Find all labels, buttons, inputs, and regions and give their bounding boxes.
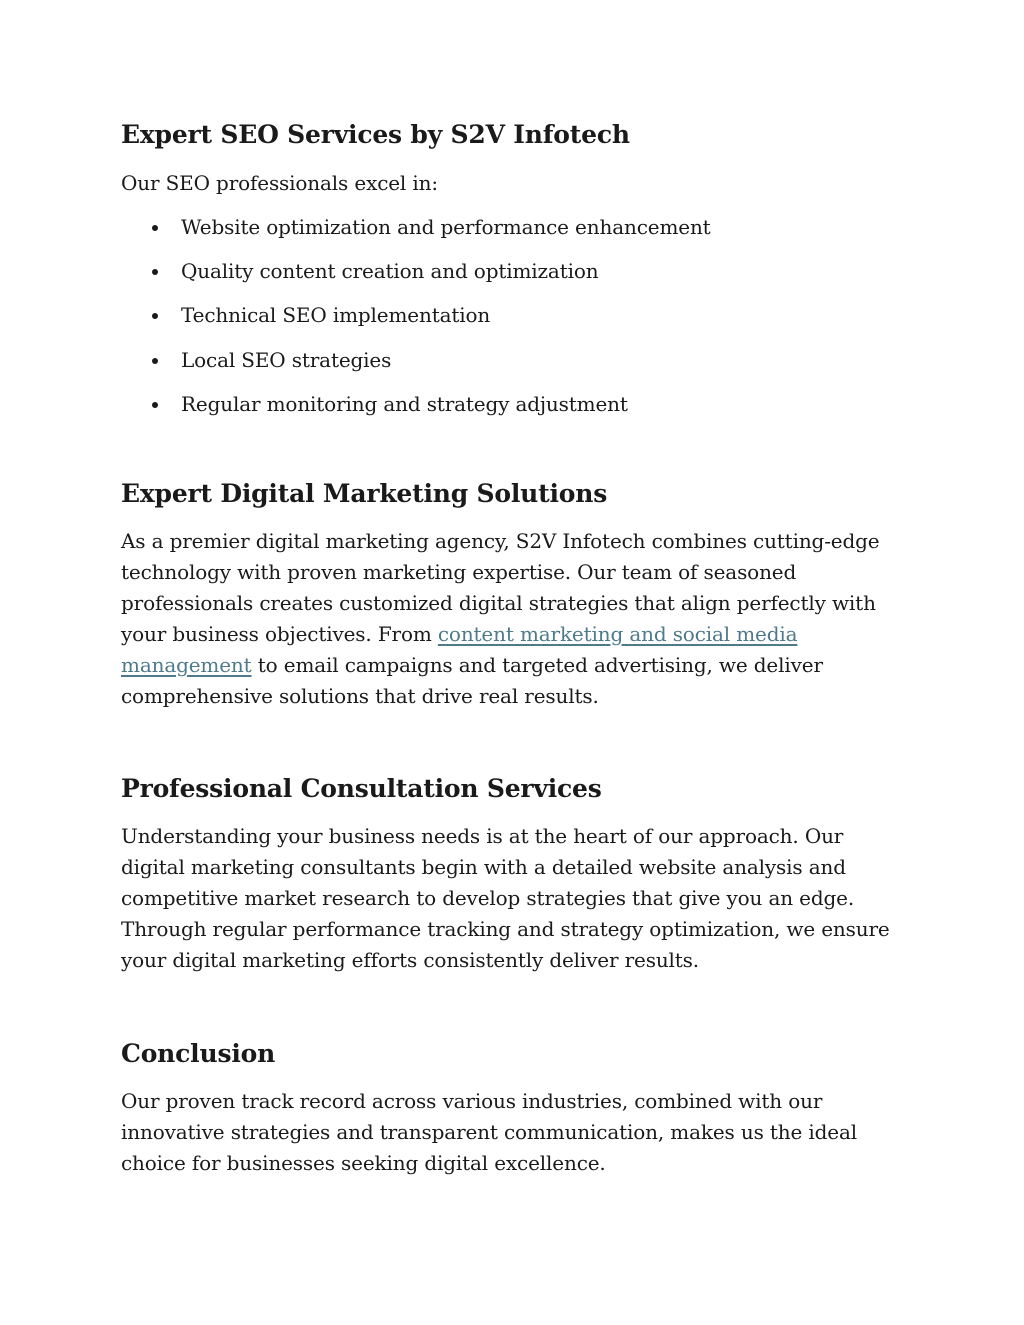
bullet-icon xyxy=(152,225,158,231)
bullet-icon xyxy=(152,402,158,408)
marketing-paragraph: As a premier digital marketing agency, S2V Infotech combines cutting-edge technology with proven marketing expertise. Our team of seasoned professionals creates customized digital strategies that align perfectly with your business objectives. From content marketing and social media management to email campaigns and targeted advertising, we deliver comprehensive solutions that drive real results. xyxy=(121,529,880,708)
conclusion-heading: Conclusion xyxy=(121,1039,276,1068)
seo-intro: Our SEO professionals excel in: xyxy=(121,171,438,195)
list-item: Quality content creation and optimization xyxy=(121,256,911,300)
content-marketing-link[interactable]: content marketing and social media management xyxy=(121,622,798,677)
list-item: Regular monitoring and strategy adjustment xyxy=(121,389,911,433)
list-item: Website optimization and performance enhancement xyxy=(121,212,911,256)
bullet-icon xyxy=(152,358,158,364)
conclusion-paragraph: Our proven track record across various industries, combined with our innovative strategies and transparent communication, makes us the ideal choice for businesses seeking digital excellence. xyxy=(121,1089,858,1175)
list-item: Local SEO strategies xyxy=(121,345,911,389)
seo-list xyxy=(121,212,911,433)
seo-heading: Expert SEO Services by S2V Infotech xyxy=(121,120,630,149)
marketing-heading: Expert Digital Marketing Solutions xyxy=(121,479,608,508)
consultation-heading: Professional Consultation Services xyxy=(121,774,602,803)
bullet-icon xyxy=(152,269,158,275)
consultation-paragraph: Understanding your business needs is at the heart of our approach. Our digital marketing consultants begin with a detailed website analysis and competitive market research to develop strategies that give you an edge. Through regular performance tracking and strategy optimization, we ensure your digital marketing efforts consistently deliver results. xyxy=(121,824,890,972)
list-item: Technical SEO implementation xyxy=(121,300,911,344)
bullet-icon xyxy=(152,313,158,319)
